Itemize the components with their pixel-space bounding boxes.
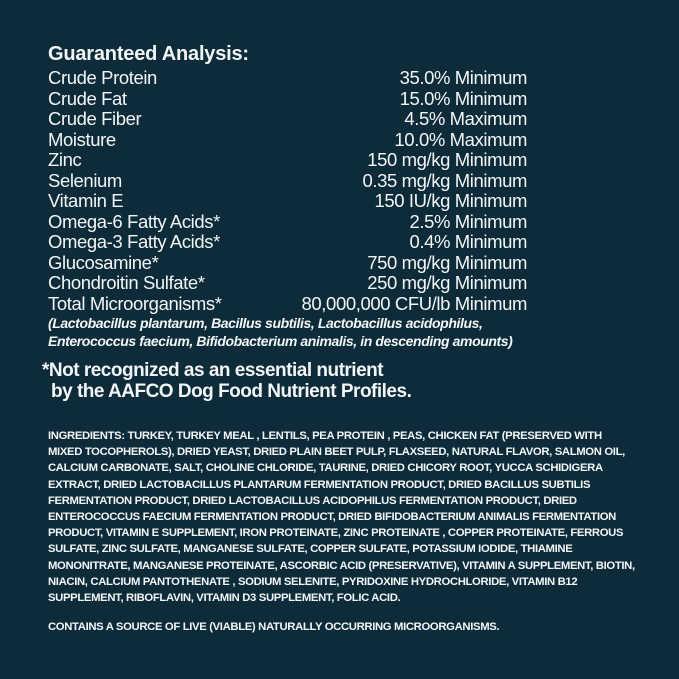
nutrient-name: Zinc xyxy=(48,149,82,171)
microorganisms-note xyxy=(48,315,512,350)
analysis-row xyxy=(48,212,527,233)
aafco-footnote-line: by the AAFCO Dog Food Nutrient Profiles. xyxy=(51,381,412,402)
analysis-row xyxy=(48,253,527,274)
nutrient-name: Crude Protein xyxy=(48,67,157,88)
analysis-row xyxy=(48,68,527,89)
aafco-footnote xyxy=(42,360,411,402)
nutrient-value: 0.4% Minimum xyxy=(409,231,527,253)
nutrient-name: Omega-3 Fatty Acids* xyxy=(48,231,220,253)
nutrient-name: Vitamin E xyxy=(48,190,124,212)
microorganisms-note-line: (Lactobacillus plantarum, Bacillus subtilis, Lactobacillus acidophilus, xyxy=(48,315,483,331)
ingredients-paragraph xyxy=(48,428,636,606)
nutrient-value: 2.5% Minimum xyxy=(409,210,527,232)
nutrient-value: 750 mg/kg Minimum xyxy=(367,251,527,273)
nutrient-name: Chondroitin Sulfate* xyxy=(48,272,205,294)
guaranteed-analysis-title: Guaranteed Analysis: xyxy=(48,43,249,65)
aafco-footnote-line: *Not recognized as an essential nutrient xyxy=(42,360,384,381)
nutrient-name: Total Microorganisms* xyxy=(48,293,222,315)
nutrient-value: 35.0% Minimum xyxy=(399,67,527,88)
nutrient-name: Glucosamine* xyxy=(48,251,159,273)
analysis-row xyxy=(48,232,527,253)
nutrient-name: Crude Fiber xyxy=(48,108,142,130)
nutrient-value: 4.5% Maximum xyxy=(404,108,527,130)
analysis-row xyxy=(48,109,527,130)
ingredients-text: TURKEY, TURKEY MEAL , LENTILS, PEA PROTEIN , PEAS, CHICKEN FAT (PRESERVED WITH MIXED TOCOPHEROLS), DRIED YEAST, DRIED PLAIN BEET PULP, FLAXSEED, NATURAL FLAVOR, SALMON OIL, CALCIUM CARBONATE, SALT, CHOLINE CHLORIDE, TAURINE, DRIED CHICORY ROOT, YUCCA SCHIDIGERA EXTRACT, DRIED LACTOBACILLUS PLANTARUM FERMENTATION PRODUCT, DRIED BACILLUS SUBTILIS FERMENTATION PRODUCT, DRIED LACTOBACILLUS ACIDOPHILUS FERMENTATION PRODUCT, DRIED ENTEROCOCCUS FAECIUM FERMENTATION PRODUCT, DRIED BIFIDOBACTERIUM ANIMALIS FERMENTATION PRODUCT, VITAMIN E SUPPLEMENT, IRON PROTEINATE, ZINC PROTEINATE , COPPER PROTEINATE, FERROUS SULFATE, ZINC SULFATE, MANGANESE SULFATE, COPPER SULFATE, POTASSIUM IODIDE, THIAMINE MONONITRATE, MANGANESE PROTEINATE, ASCORBIC ACID (PRESERVATIVE), VITAMIN A SUPPLEMENT, BIOTIN, NIACIN, CALCIUM PANTOTHENATE , SODIUM SELENITE, PYRIDOXINE HYDROCHLORIDE, VITAMIN B12 SUPPLEMENT, RIBOFLAVIN, VITAMIN D3 SUPPLEMENT, FOLIC ACID. xyxy=(48,430,635,605)
nutrient-value: 15.0% Minimum xyxy=(399,87,527,109)
contains-statement: CONTAINS A SOURCE OF LIVE (VIABLE) NATURALLY OCCURRING MICROORGANISMS. xyxy=(48,621,500,634)
ingredients-label: INGREDIENTS: xyxy=(48,430,125,442)
analysis-row xyxy=(48,130,527,151)
nutrient-value: 80,000,000 CFU/lb Minimum xyxy=(301,293,527,315)
nutrient-value: 150 IU/kg Minimum xyxy=(374,190,527,212)
analysis-row xyxy=(48,89,527,110)
nutrient-name: Moisture xyxy=(48,128,116,150)
ingredients-section xyxy=(48,428,636,635)
nutrient-name: Crude Fat xyxy=(48,87,127,109)
analysis-row xyxy=(48,294,527,315)
analysis-row xyxy=(48,171,527,192)
nutrient-name: Omega-6 Fatty Acids* xyxy=(48,210,220,232)
analysis-row xyxy=(48,273,527,294)
microorganisms-note-line: Enterococcus faecium, Bifidobacterium animalis, in descending amounts) xyxy=(48,332,513,349)
analysis-row xyxy=(48,191,527,212)
nutrient-name: Selenium xyxy=(48,169,122,191)
nutrient-value: 10.0% Maximum xyxy=(394,128,527,150)
guaranteed-analysis-table xyxy=(48,68,527,315)
analysis-row xyxy=(48,150,527,171)
nutrient-value: 150 mg/kg Minimum xyxy=(367,149,527,171)
nutrient-value: 0.35 mg/kg Minimum xyxy=(362,169,527,191)
nutrient-value: 250 mg/kg Minimum xyxy=(367,272,527,294)
